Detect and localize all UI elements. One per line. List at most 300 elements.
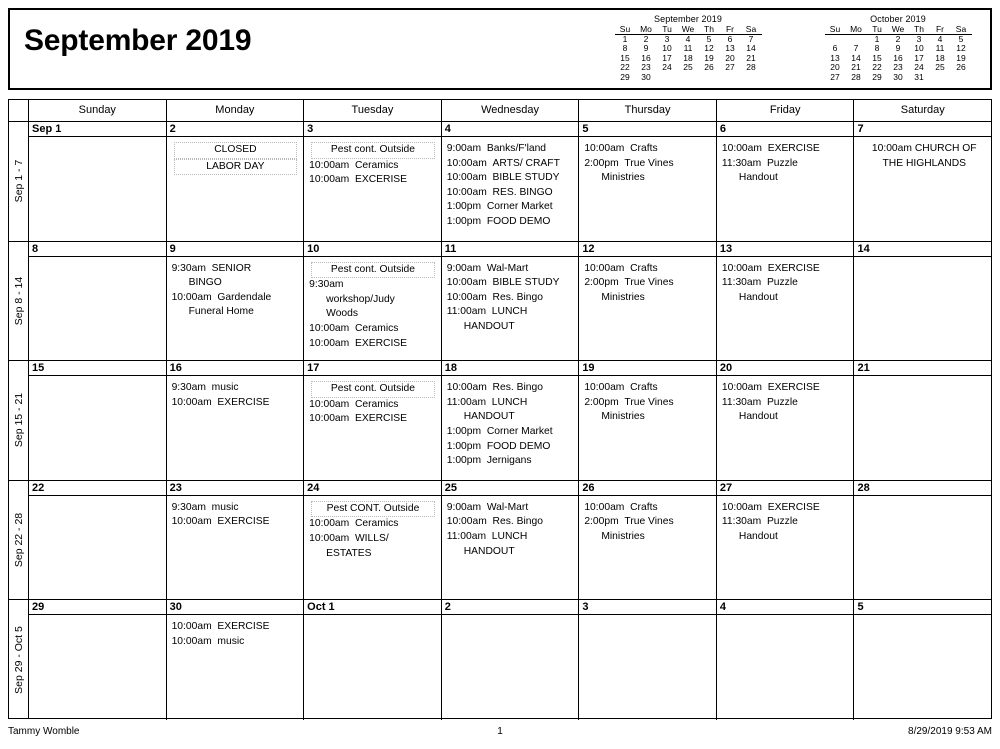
day-cell[interactable] — [304, 361, 442, 480]
day-cell[interactable] — [717, 242, 855, 361]
event-time: 9:00am — [446, 143, 482, 154]
mini-day-20[interactable]: 20 — [725, 52, 735, 63]
day-header-tuesday: Tuesday — [304, 100, 442, 121]
mini-day-24[interactable]: 24 — [914, 62, 924, 73]
day-cell[interactable] — [717, 361, 855, 480]
event-title: WILLS/ — [354, 533, 389, 544]
event-title: True Vines — [624, 157, 674, 169]
mini-day-13[interactable]: 13 — [830, 52, 840, 63]
mini-week-row — [615, 73, 762, 83]
mini-dow-fr: Fr — [720, 25, 741, 34]
mini-day-11[interactable]: 11 — [683, 43, 693, 54]
day-number: 2 — [167, 122, 304, 137]
day-cell[interactable] — [717, 122, 855, 241]
mini-day-14[interactable]: 14 — [851, 52, 861, 63]
event-item[interactable]: 10:00am CHURCH OF — [871, 143, 977, 154]
day-cell[interactable] — [579, 600, 717, 720]
event-item[interactable] — [447, 530, 577, 559]
mini-day-29[interactable]: 29 — [620, 72, 630, 83]
event-time: 9:00am — [446, 501, 482, 513]
mini-day-16[interactable]: 16 — [641, 52, 651, 63]
event-title-continued: Handout — [738, 531, 778, 542]
day-events — [442, 257, 579, 335]
event-item[interactable] — [172, 515, 302, 530]
event-title-continued: ESTATES — [326, 547, 372, 559]
mini-week-row — [825, 73, 972, 83]
mini-dow-fr: Fr — [930, 25, 951, 34]
event-title-continued: BINGO — [188, 277, 222, 289]
event-time: 10:00am — [446, 172, 487, 184]
event-time: 10:00am — [309, 337, 350, 349]
event-time: 1:00pm — [446, 201, 482, 213]
mini-dow-sa: Sa — [951, 25, 972, 34]
mini-day-empty — [657, 73, 678, 83]
event-title: LUNCH — [491, 531, 528, 542]
event-title: Wal-Mart — [486, 501, 529, 513]
mini-day-11[interactable]: 11 — [935, 43, 945, 54]
event-item[interactable] — [447, 515, 577, 530]
event-item[interactable]: THE HIGHLANDS — [882, 157, 967, 169]
event-item[interactable] — [309, 517, 439, 532]
event-item[interactable] — [309, 398, 439, 413]
mini-day-1[interactable]: 1 — [622, 33, 628, 44]
event-time: 2:00pm — [584, 277, 619, 289]
mini-day-4[interactable]: 4 — [937, 33, 943, 44]
event-time: 10:00am — [309, 518, 350, 530]
day-number: 9 — [167, 242, 304, 257]
all-day-event[interactable]: Pest cont. Outside — [311, 142, 435, 159]
day-cell[interactable] — [854, 481, 991, 600]
day-cell[interactable] — [442, 122, 580, 241]
mini-day-17[interactable]: 17 — [662, 52, 672, 63]
event-item[interactable] — [172, 381, 302, 396]
week-label-gutter — [9, 100, 29, 718]
mini-day-19[interactable]: 19 — [704, 52, 714, 63]
mini-day-23[interactable]: 23 — [641, 62, 651, 73]
event-time: 2:00pm — [584, 157, 619, 169]
event-item[interactable] — [309, 322, 439, 337]
event-item[interactable] — [309, 412, 439, 427]
calendar-grid — [8, 99, 992, 719]
event-time: 10:00am — [446, 186, 487, 198]
event-item[interactable] — [584, 262, 714, 277]
footer-author: Tammy Womble — [8, 726, 80, 737]
footer-page-number: 1 — [497, 726, 503, 737]
event-time: 9:30am — [171, 262, 206, 274]
event-title: EXERCISE — [767, 262, 820, 274]
mini-day-13[interactable]: 13 — [725, 43, 735, 54]
mini-day-2[interactable]: 2 — [643, 33, 649, 44]
day-number: 21 — [854, 361, 991, 376]
all-day-event[interactable]: LABOR DAY — [174, 159, 298, 176]
day-events — [29, 496, 166, 501]
mini-day-16[interactable]: 16 — [893, 52, 903, 63]
day-cell[interactable] — [854, 361, 991, 480]
day-cell[interactable] — [442, 242, 580, 361]
day-events — [304, 496, 441, 561]
event-item[interactable] — [447, 425, 577, 440]
mini-day-21[interactable]: 21 — [746, 52, 756, 63]
day-cell[interactable] — [442, 481, 580, 600]
day-number: 11 — [442, 242, 579, 257]
day-cell[interactable] — [579, 242, 717, 361]
event-item[interactable] — [447, 157, 577, 172]
day-events — [29, 257, 166, 262]
mini-day-6[interactable]: 6 — [727, 33, 733, 44]
event-time: 11:30am — [721, 277, 762, 289]
day-events — [854, 257, 991, 262]
mini-day-18[interactable]: 18 — [683, 52, 693, 63]
mini-day-14[interactable]: 14 — [746, 43, 756, 54]
day-number: 16 — [167, 361, 304, 376]
event-time: 1:00pm — [446, 440, 482, 452]
event-title: Puzzle — [766, 516, 798, 528]
day-cell[interactable] — [854, 242, 991, 361]
event-item[interactable] — [309, 173, 439, 188]
day-number: 6 — [717, 122, 854, 137]
event-item[interactable] — [447, 381, 577, 396]
mini-day-20[interactable]: 20 — [830, 62, 840, 73]
day-cell[interactable] — [717, 600, 855, 720]
day-cell[interactable] — [29, 600, 167, 720]
event-time: 1:00pm — [446, 216, 482, 228]
day-events — [854, 496, 991, 501]
event-item[interactable] — [447, 200, 577, 215]
day-of-week-header-row — [29, 100, 991, 122]
event-item[interactable] — [722, 142, 852, 157]
mini-dow-su: Su — [615, 25, 636, 34]
mini-day-29[interactable]: 29 — [872, 72, 882, 83]
mini-day-empty — [951, 73, 972, 83]
mini-day-empty — [741, 73, 762, 83]
mini-day-7[interactable]: 7 — [853, 43, 859, 54]
mini-day-28[interactable]: 28 — [851, 72, 861, 83]
mini-week-row — [615, 63, 762, 73]
mini-day-5[interactable]: 5 — [706, 33, 712, 44]
day-number: 3 — [304, 122, 441, 137]
day-events — [167, 376, 304, 410]
mini-day-10[interactable]: 10 — [914, 43, 924, 54]
event-item[interactable] — [447, 262, 577, 277]
mini-day-23[interactable]: 23 — [893, 62, 903, 73]
event-title: EXERCISE — [217, 516, 270, 528]
event-time: 10:00am — [584, 382, 625, 394]
event-title: Res. Bingo — [492, 516, 543, 528]
event-title: Jernigans — [486, 455, 532, 467]
event-item[interactable] — [172, 262, 302, 291]
mini-day-27[interactable]: 27 — [725, 62, 735, 73]
all-day-event[interactable]: Pest cont. Outside — [311, 262, 435, 279]
day-header-friday: Friday — [717, 100, 855, 121]
day-number: 4 — [442, 122, 579, 137]
event-title-continued: Handout — [738, 411, 778, 423]
event-title-continued: Handout — [738, 291, 778, 303]
mini-day-25[interactable]: 25 — [935, 62, 945, 73]
event-title: Crafts — [630, 143, 658, 154]
mini-dow-mo: Mo — [846, 25, 867, 34]
mini-day-2[interactable]: 2 — [895, 33, 901, 44]
event-item[interactable] — [447, 396, 577, 425]
mini-day-10[interactable]: 10 — [662, 43, 672, 54]
day-number: 25 — [442, 481, 579, 496]
day-number: 7 — [854, 122, 991, 137]
event-item[interactable] — [309, 532, 439, 561]
all-day-event[interactable]: Pest cont. Outside — [311, 381, 435, 398]
event-item[interactable] — [447, 171, 577, 186]
event-time: 10:00am — [721, 501, 762, 513]
event-time: 10:00am — [309, 174, 350, 186]
mini-day-26[interactable]: 26 — [704, 62, 714, 73]
event-item[interactable] — [447, 215, 577, 230]
day-cell[interactable] — [717, 481, 855, 600]
event-time: 2:00pm — [584, 396, 619, 408]
day-cell[interactable] — [167, 361, 305, 480]
day-cell[interactable] — [29, 122, 167, 241]
event-time: 10:00am — [584, 501, 625, 513]
day-events — [304, 137, 441, 188]
day-cell[interactable] — [304, 242, 442, 361]
mini-day-12[interactable]: 12 — [956, 43, 966, 54]
event-time: 10:00am — [171, 635, 212, 647]
event-item[interactable] — [722, 501, 852, 516]
event-time: 10:00am — [446, 277, 487, 289]
day-events — [29, 615, 166, 620]
event-time: 11:00am — [446, 531, 487, 542]
event-title: EXERCISE — [767, 501, 820, 513]
event-item[interactable] — [172, 291, 302, 320]
day-cell[interactable] — [167, 481, 305, 600]
event-item[interactable] — [584, 142, 714, 157]
mini-day-15[interactable]: 15 — [872, 52, 882, 63]
event-title: Puzzle — [766, 277, 798, 289]
event-title: EXERCISE — [217, 396, 270, 408]
event-item[interactable] — [309, 278, 439, 322]
day-header-monday: Monday — [167, 100, 305, 121]
mini-day-19[interactable]: 19 — [956, 52, 966, 63]
event-item[interactable] — [722, 157, 852, 186]
week-label: Sep 22 - 28 — [12, 512, 25, 568]
mini-dow-sa: Sa — [741, 25, 762, 34]
day-cell[interactable] — [442, 361, 580, 480]
day-number: 2 — [442, 600, 579, 615]
mini-day-21[interactable]: 21 — [851, 62, 861, 73]
day-cell[interactable] — [304, 481, 442, 600]
mini-day-1[interactable]: 1 — [874, 33, 880, 44]
day-cell[interactable] — [442, 600, 580, 720]
event-item[interactable] — [722, 396, 852, 425]
event-item[interactable] — [172, 396, 302, 411]
event-title: Crafts — [630, 382, 658, 394]
event-item[interactable] — [172, 620, 302, 635]
event-item[interactable] — [722, 262, 852, 277]
week-label: Sep 29 - Oct 5 — [12, 626, 25, 695]
event-title: EXERCISE — [767, 143, 820, 154]
event-title: Crafts — [630, 501, 658, 513]
mini-day-5[interactable]: 5 — [958, 33, 964, 44]
day-number: Sep 1 — [29, 122, 166, 137]
event-item[interactable] — [447, 142, 577, 157]
day-number: 29 — [29, 600, 166, 615]
event-time: 10:00am — [721, 382, 762, 394]
event-item[interactable] — [584, 157, 714, 186]
event-title: Puzzle — [766, 396, 798, 408]
week-row — [29, 481, 991, 601]
mini-day-8[interactable]: 8 — [874, 43, 880, 54]
event-title: True Vines — [624, 277, 674, 289]
event-title: Corner Market — [486, 426, 553, 438]
mini-day-18[interactable]: 18 — [935, 52, 945, 63]
event-item[interactable] — [447, 305, 577, 334]
event-time: 10:00am — [309, 398, 350, 410]
day-number: 20 — [717, 361, 854, 376]
event-item[interactable] — [584, 515, 714, 544]
event-item[interactable] — [447, 501, 577, 516]
mini-dow-mo: Mo — [636, 25, 657, 34]
mini-day-28[interactable]: 28 — [746, 62, 756, 73]
day-cell[interactable] — [304, 122, 442, 241]
event-item[interactable] — [722, 276, 852, 305]
day-number: 8 — [29, 242, 166, 257]
event-item[interactable] — [309, 337, 439, 352]
event-title-continued: Handout — [738, 172, 778, 184]
event-item[interactable] — [447, 440, 577, 455]
event-time: 10:00am — [721, 143, 762, 154]
gutter-corner — [9, 100, 28, 122]
event-title-continued: workshop/Judy — [326, 293, 395, 305]
event-time: 10:00am — [584, 262, 625, 274]
mini-day-31[interactable]: 31 — [914, 72, 924, 83]
event-title-continued: HANDOUT — [463, 321, 515, 333]
mini-day-30[interactable]: 30 — [641, 72, 651, 83]
mini-day-30[interactable]: 30 — [893, 72, 903, 83]
all-day-event[interactable]: CLOSED — [174, 142, 298, 159]
mini-day-empty — [720, 73, 741, 83]
mini-day-27[interactable]: 27 — [830, 72, 840, 83]
mini-day-4[interactable]: 4 — [685, 33, 691, 44]
event-item[interactable] — [584, 501, 714, 516]
day-cell[interactable] — [854, 600, 991, 720]
mini-day-9[interactable]: 9 — [895, 43, 901, 54]
day-number: 5 — [579, 122, 716, 137]
mini-day-22[interactable]: 22 — [872, 62, 882, 73]
week-label-cell — [9, 242, 28, 362]
mini-day-26[interactable]: 26 — [956, 62, 966, 73]
event-item[interactable] — [172, 635, 302, 650]
day-number: 23 — [167, 481, 304, 496]
event-item[interactable] — [447, 454, 577, 469]
day-header-thursday: Thursday — [579, 100, 717, 121]
day-events — [442, 137, 579, 230]
week-label-cell — [9, 361, 28, 481]
day-events — [854, 137, 991, 171]
event-title: Puzzle — [766, 157, 798, 169]
mini-day-9[interactable]: 9 — [643, 43, 649, 54]
event-title: LUNCH — [491, 306, 528, 318]
day-cell[interactable] — [167, 122, 305, 241]
event-item[interactable] — [584, 276, 714, 305]
event-time: 10:00am — [309, 413, 350, 425]
day-header-saturday: Saturday — [900, 104, 945, 116]
event-item[interactable] — [722, 381, 852, 396]
day-events — [29, 137, 166, 142]
event-item[interactable] — [447, 276, 577, 291]
mini-day-6[interactable]: 6 — [832, 43, 838, 54]
event-item[interactable] — [447, 291, 577, 306]
mini-day-24[interactable]: 24 — [662, 62, 672, 73]
day-events — [717, 376, 854, 425]
event-item[interactable] — [722, 515, 852, 544]
mini-dow-we: We — [678, 25, 699, 34]
event-title-continued: Funeral Home — [188, 306, 254, 318]
mini-day-7[interactable]: 7 — [748, 33, 754, 44]
october-mini-calendar — [798, 14, 998, 82]
day-cell[interactable] — [579, 122, 717, 241]
event-title-continued: HANDOUT — [463, 545, 515, 557]
day-cell[interactable] — [29, 361, 167, 480]
event-title: Ceramics — [354, 518, 399, 530]
mini-day-8[interactable]: 8 — [622, 43, 628, 54]
day-cell[interactable] — [167, 242, 305, 361]
day-number: 14 — [854, 242, 991, 257]
day-events — [442, 615, 579, 620]
event-time: 10:00am — [171, 291, 212, 303]
mini-day-3[interactable]: 3 — [916, 33, 922, 44]
mini-day-17[interactable]: 17 — [914, 52, 924, 63]
mini-dow-tu: Tu — [657, 25, 678, 34]
day-cell[interactable] — [29, 242, 167, 361]
mini-day-12[interactable]: 12 — [704, 43, 714, 54]
event-title: music — [211, 382, 239, 394]
mini-day-25[interactable]: 25 — [683, 62, 693, 73]
mini-day-22[interactable]: 22 — [620, 62, 630, 73]
day-number: 5 — [854, 600, 991, 615]
event-title: True Vines — [624, 396, 674, 408]
event-time: 1:00pm — [446, 455, 482, 467]
event-time: 11:30am — [721, 157, 762, 169]
event-time: 10:00am — [446, 157, 487, 169]
week-row — [29, 361, 991, 481]
day-number: 10 — [304, 242, 441, 257]
day-number: 13 — [717, 242, 854, 257]
mini-calendar-title: October 2019 — [870, 14, 926, 24]
event-item[interactable] — [309, 159, 439, 174]
event-item[interactable] — [447, 186, 577, 201]
event-title: SENIOR — [211, 262, 252, 274]
mini-day-15[interactable]: 15 — [620, 52, 630, 63]
week-label: Sep 1 - 7 — [12, 159, 25, 203]
event-title: EXERCISE — [217, 621, 270, 633]
day-cell[interactable] — [29, 481, 167, 600]
event-time: 11:00am — [446, 396, 487, 408]
week-row — [29, 122, 991, 242]
event-time: 9:30am — [171, 382, 206, 394]
event-item[interactable] — [172, 501, 302, 516]
event-item[interactable] — [584, 381, 714, 396]
event-item[interactable] — [584, 396, 714, 425]
day-cell[interactable] — [854, 122, 991, 241]
mini-day-3[interactable]: 3 — [664, 33, 670, 44]
event-title: FOOD DEMO — [486, 440, 551, 452]
event-title: Corner Market — [486, 201, 553, 213]
event-time: 10:00am — [309, 323, 350, 335]
event-time: 10:00am — [171, 516, 212, 528]
day-cell[interactable] — [579, 361, 717, 480]
event-title-continued: Woods — [326, 308, 359, 320]
day-cell[interactable] — [167, 600, 305, 720]
day-cell[interactable] — [304, 600, 442, 720]
day-cell[interactable] — [579, 481, 717, 600]
all-day-event[interactable]: Pest CONT. Outside — [311, 501, 435, 518]
